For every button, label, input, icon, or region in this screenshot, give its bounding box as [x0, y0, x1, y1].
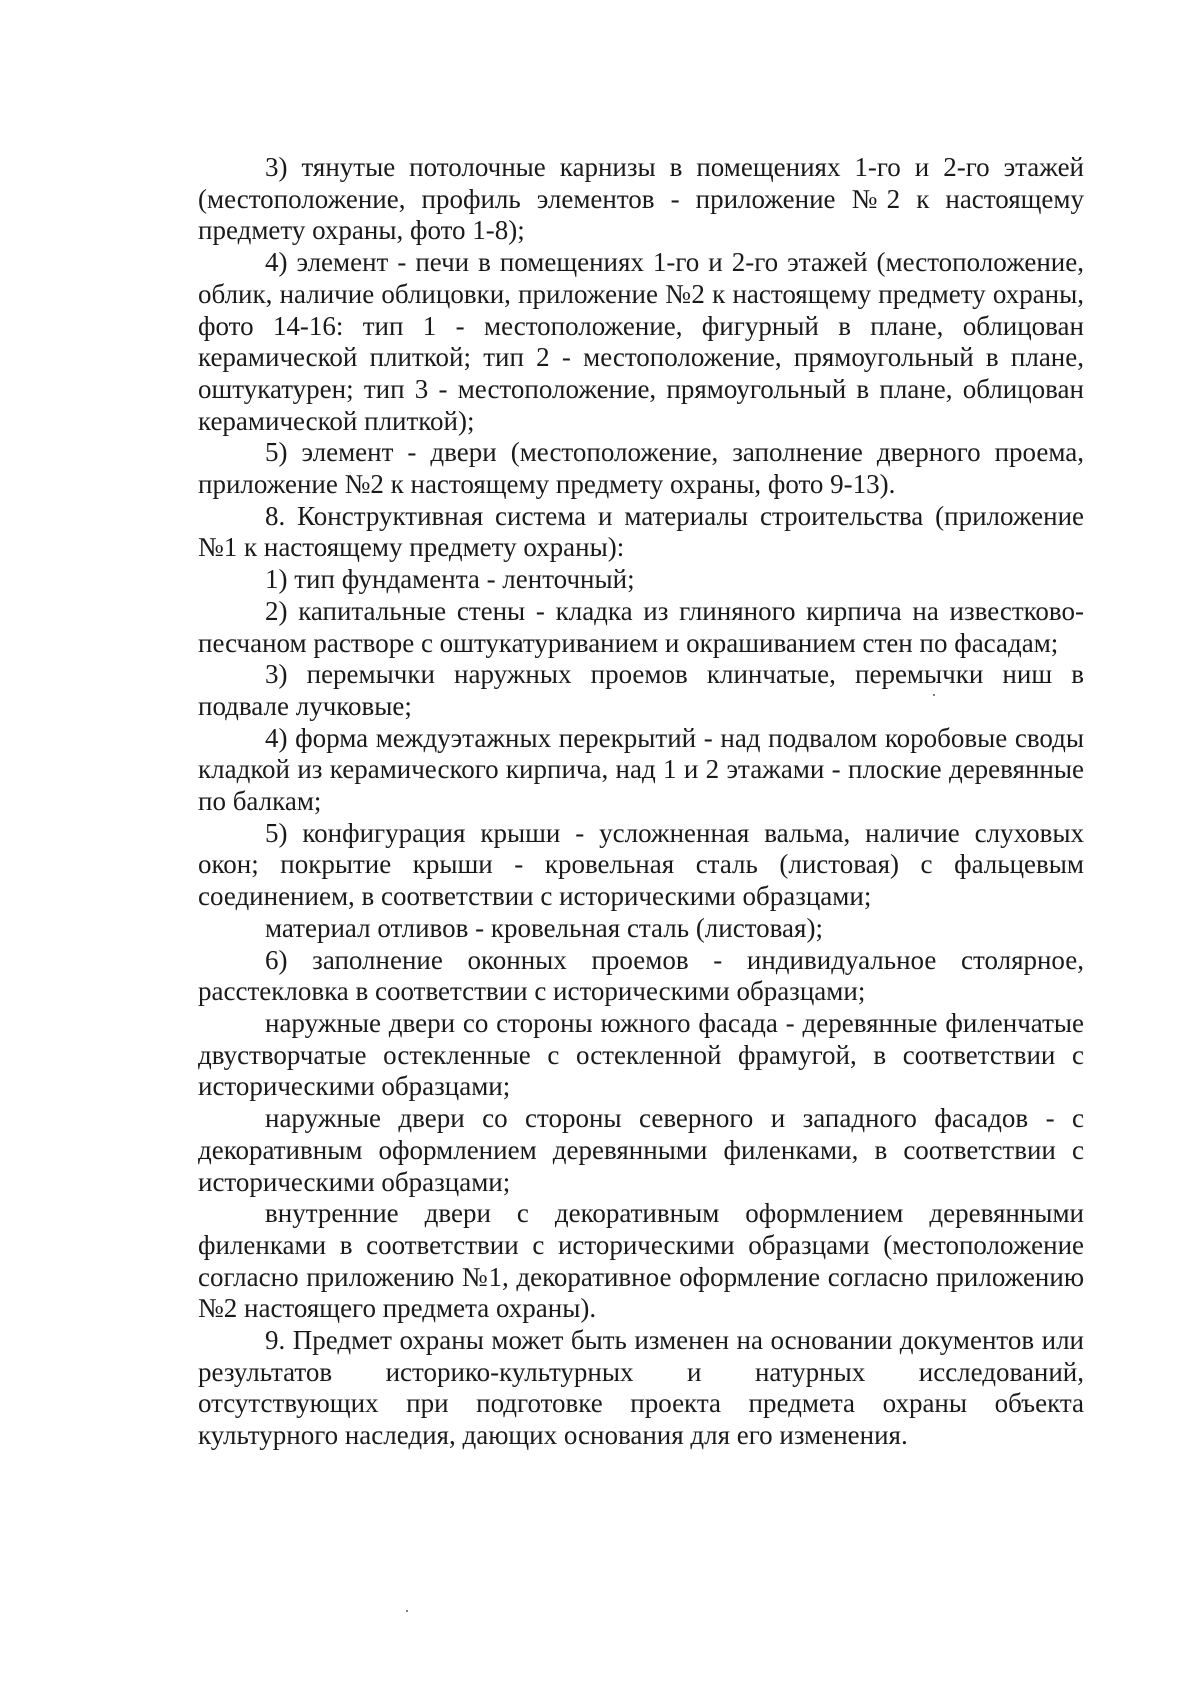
scan-speck: [406, 1610, 408, 1612]
paragraph-floors: 4) форма междуэтажных перекрытий - над подвалом коробовые своды кладкой из керамического кирпича, над 1 и 2 этажами - плоские деревянные по балкам;: [198, 722, 1084, 817]
paragraph-roof: 5) конфигурация крыши - усложненная вальма, наличие слуховых окон; покрытие крыши - кровельная сталь (листовая) с фальцевым соединением, в соответствии с историческими образцами;: [198, 817, 1084, 912]
paragraph-doors: 5) элемент - двери (местоположение, заполнение дверного проема, приложение №2 к настоящему предмету охраны, фото 9-13).: [198, 437, 1084, 500]
scan-speck: [933, 694, 935, 696]
paragraph-foundation: 1) тип фундамента - ленточный;: [265, 564, 635, 595]
document-body: [198, 152, 1084, 1452]
paragraph-stoves: 4) элемент - печи в помещениях 1-го и 2-го этажей (местоположение, облик, наличие облицовки, приложение №2 к настоящему предмету охраны, фото 14-16: тип 1 - местоположение, фигурный в плане, облицован керамической плиткой; тип 2 - местоположение, прямоугольный в плане, оштукатурен; тип 3 - местоположение, прямоугольный в плане, облицован керамической плиткой);: [198, 247, 1084, 436]
paragraph-cornices: 3) тянутые потолочные карнизы в помещениях 1-го и 2-го этажей (местоположение, профиль элементов - приложение №2 к настоящему предмету охраны, фото 1-8);: [198, 152, 1084, 246]
paragraph-drip-material: материал отливов - кровельная сталь (листовая);: [265, 912, 823, 943]
paragraph-south-doors: наружные двери со стороны южного фасада - деревянные филенчатые двустворчатые остекленные с остекленной фрамугой, в соответствии с историческими образцами;: [198, 1007, 1084, 1102]
paragraph-walls: 2) капитальные стены - кладка из глиняного кирпича на известково-песчаном растворе с оштукатуриванием и окрашиванием стен по фасадам;: [198, 595, 1084, 658]
paragraph-interior-doors: внутренние двери с декоративным оформлением деревянными филенками в соответствии с историческими образцами (местоположение согласно приложению №1, декоративное оформление согласно приложению №2 настоящего предмета охраны).: [198, 1198, 1084, 1324]
paragraph-section-8-heading: 8. Конструктивная система и материалы строительства (приложение №1 к настоящему предмету охраны):: [198, 500, 1084, 563]
paragraph-section-9: 9. Предмет охраны может быть изменен на основании документов или результатов историко-культурных и натурных исследований, отсутствующих при подготовке проекта предмета охраны объекта культурного наследия, дающих основания для его изменения.: [198, 1325, 1084, 1451]
paragraph-north-west-doors: наружные двери со стороны северного и западного фасадов - с декоративным оформлением деревянными филенками, в соответствии с историческими образцами;: [198, 1103, 1084, 1197]
paragraph-lintels: 3) перемычки наружных проемов клинчатые, перемычки ниш в подвале лучковые;: [198, 659, 1084, 721]
paragraph-windows: 6) заполнение оконных проемов - индивидуальное столярное, расстекловка в соответствии с историческими образцами;: [198, 944, 1084, 1007]
